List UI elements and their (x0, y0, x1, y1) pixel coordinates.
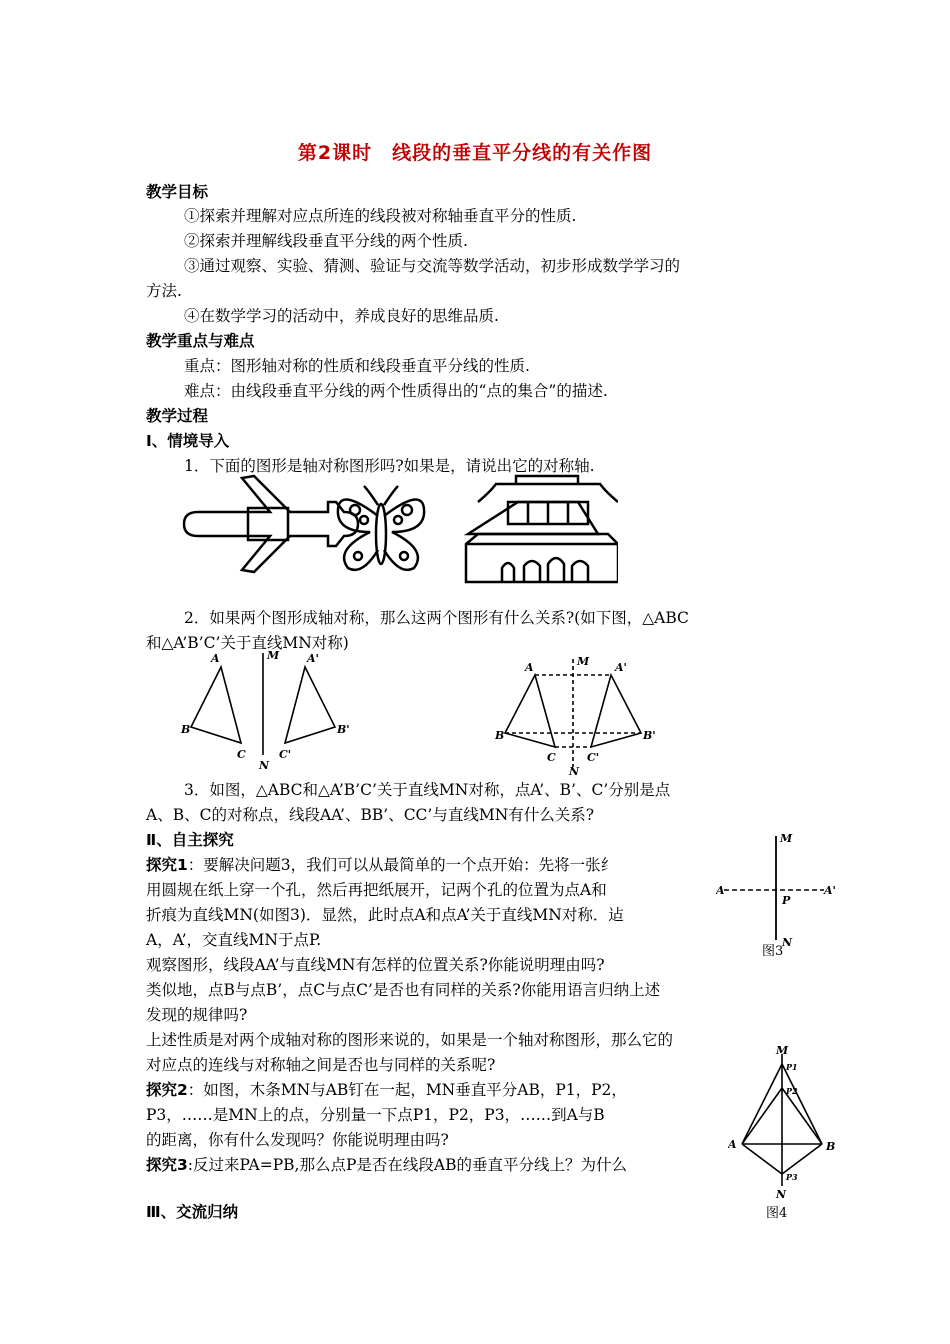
explore-3-label: 探究3 (146, 1156, 188, 1174)
gate-tower-icon (466, 476, 618, 582)
label-B: B (181, 723, 191, 736)
question-1: 1．下面的图形是轴对称图形吗?如果是，请说出它的对称轴. (184, 457, 595, 475)
label-P1: P1 (786, 1062, 798, 1072)
question-3-line-1: 3．如图，△ABC和△A’B’C’关于直线MN对称，点A’、B’、C’分别是点 (184, 781, 671, 799)
explore-1-line-8: 上述性质是对两个成轴对称的图形来说的，如果是一个轴对称图形，那么它的 (146, 1031, 674, 1049)
label-B-prime: B' (643, 729, 656, 742)
label-P: P (782, 894, 791, 907)
goal-item: ④在数学学习的活动中，养成良好的思维品质. (184, 307, 499, 325)
label-C: C (547, 751, 556, 764)
label-C-prime: C' (587, 751, 600, 764)
keypoints-heading: 教学重点与难点 (146, 332, 255, 350)
explore-2-line-2: P3，……是MN上的点，分别量一下点P1，P2，P3，……到A与B (146, 1106, 605, 1124)
label-B: B (495, 729, 505, 742)
goal-item: ②探索并理解线段垂直平分线的两个性质. (184, 232, 468, 250)
figure-3-caption: 图3 (762, 944, 784, 959)
butterfly-icon (338, 486, 424, 570)
explore-1-label: 探究1 (146, 856, 188, 874)
explore-1-line-9: 对应点的连线与对称轴之间是否也与同样的关系呢? (146, 1056, 496, 1074)
explore-1-line-7: 发现的规律吗? (146, 1006, 248, 1024)
question-2-line-1: 2．如果两个图形成轴对称，那么这两个图形有什么关系?(如下图，△ABC (184, 609, 689, 627)
label-A: A (525, 661, 534, 674)
label-N: N (259, 759, 270, 772)
explore-2-label: 探究2 (146, 1081, 188, 1099)
triangles-separate (191, 653, 335, 755)
label-A-prime: A' (615, 661, 627, 674)
question-2-line-2: 和△A’B’C’关于直线MN对称) (146, 634, 349, 652)
section-2-heading: Ⅱ、自主探究 (146, 831, 234, 849)
label-A: A (211, 652, 220, 665)
page-title: 第2课时 线段的垂直平分线的有关作图 (297, 142, 653, 164)
label-P2: P2 (786, 1086, 798, 1096)
symmetric-shapes-figure (178, 472, 618, 590)
figure-4-caption: 图4 (766, 1206, 788, 1221)
section-1-heading: Ⅰ、情境导入 (146, 432, 230, 450)
triangles-connected (505, 659, 641, 767)
airplane-icon (184, 476, 358, 572)
explore-1-line-6: 类似地，点B与点B’，点C与点C’是否也有同样的关系?你能用语言归纳上述 (146, 981, 661, 999)
figure-3 (716, 828, 844, 958)
section-3-heading: Ⅲ、交流归纳 (146, 1203, 239, 1221)
explore-1-line-3: 折痕为直线MN(如图3)．显然，此时点A和点A’关于直线MN对称．迠 (146, 906, 624, 924)
label-B-prime: B' (337, 723, 350, 736)
label-A: A (728, 1138, 737, 1151)
label-M: M (577, 655, 590, 668)
goal-item: ①探索并理解对应点所连的线段被对称轴垂直平分的性质. (184, 207, 577, 225)
label-A: A (716, 884, 725, 897)
goal-item: 方法. (146, 282, 182, 300)
process-heading: 教学过程 (146, 407, 209, 425)
explore-2-line-3: 的距离，你有什么发现吗？你能说明理由吗? (146, 1131, 449, 1149)
label-M: M (780, 832, 793, 845)
label-A-prime: A' (824, 884, 836, 897)
label-C-prime: C' (279, 748, 292, 761)
reflected-triangles-figure (175, 645, 665, 777)
label-M: M (776, 1044, 789, 1057)
difficult-point: 难点：由线段垂直平分线的两个性质得出的“点的集合”的描述. (184, 382, 608, 400)
goal-item: ③通过观察、实验、猜测、验证与交流等数学活动，初步形成数学学习的 (184, 257, 681, 275)
figure-4 (728, 1044, 840, 1202)
explore-1-line-1: 探究1：要解决问题3，我们可以从最简单的一个点开始：先将一张纟 (146, 856, 617, 874)
label-B: B (826, 1140, 836, 1153)
label-N: N (569, 765, 580, 777)
key-point: 重点：图形轴对称的性质和线段垂直平分线的性质. (184, 357, 530, 375)
goals-heading: 教学目标 (146, 183, 209, 201)
label-N: N (782, 936, 793, 949)
label-N: N (776, 1188, 787, 1201)
explore-2-line-1: 探究2：如图，木条MN与AB钉在一起，MN垂直平分AB，P1，P2， (146, 1081, 627, 1099)
question-3-line-2: A、B、C的对称点，线段AA’、BB’、CC’与直线MN有什么关系? (146, 806, 595, 824)
label-M: M (267, 649, 280, 662)
explore-1-line-5: 观察图形，线段AA’与直线MN有怎样的位置关系?你能说明理由吗? (146, 956, 605, 974)
explore-3-line-1: 探究3:反过来PA=PB,那么点P是否在线段AB的垂直平分线上？为什么 (146, 1156, 627, 1174)
label-C: C (237, 748, 246, 761)
label-P3: P3 (786, 1172, 798, 1182)
explore-1-line-2: 用圆规在纸上穿一个孔，然后再把纸展开，记两个孔的位置为点A和 (146, 881, 607, 899)
explore-1-line-4: A，A’，交直线MN于点P. (146, 931, 322, 949)
label-A-prime: A' (307, 652, 319, 665)
